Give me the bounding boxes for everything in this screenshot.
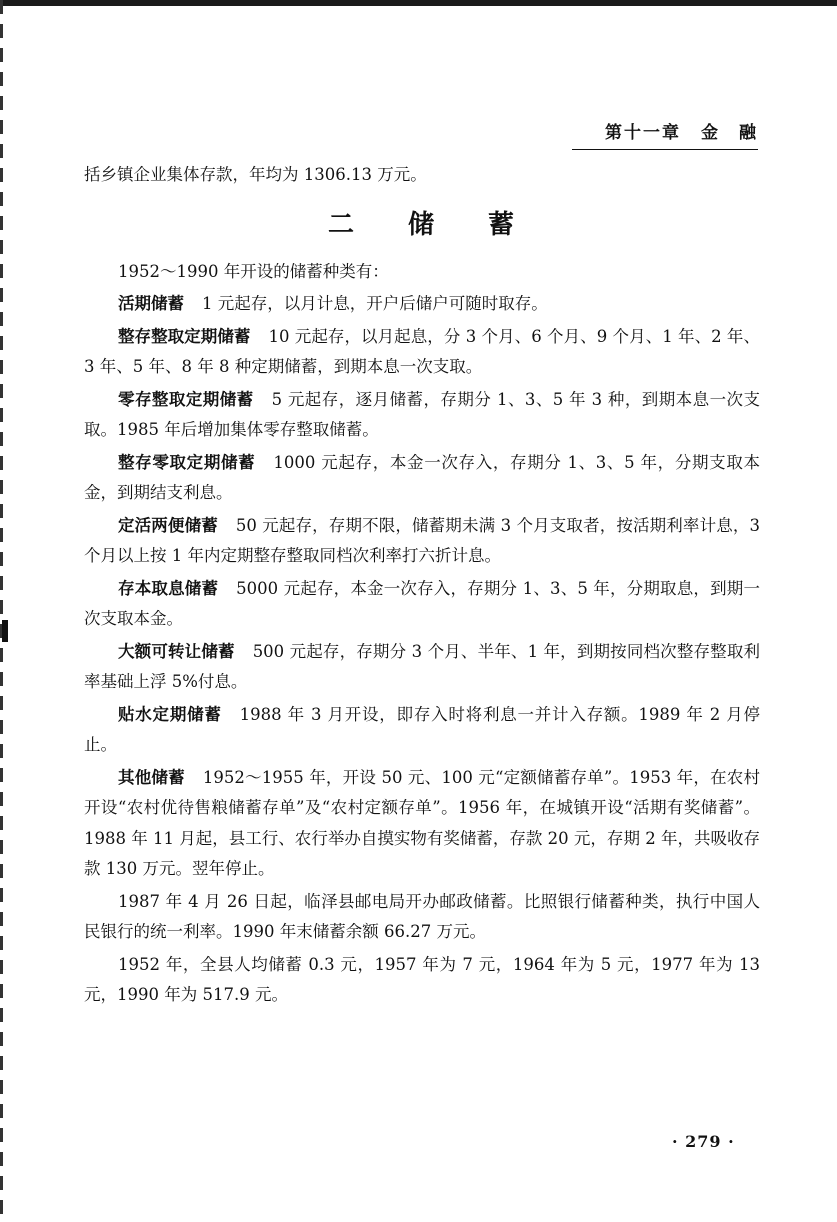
item-text: 50 元起存，存期不限，储蓄期未满 3 个月支取者，按活期利率计息，3 个月以上按 1 年内定期整存整取同档次利率打六折计息。 <box>84 515 760 565</box>
page-number: · 279 · <box>672 1132 735 1151</box>
item-text: 5000 元起存，本金一次存入，存期分 1、3、5 年，分期取息，到期一次支取本金。 <box>84 578 760 628</box>
item-term: 贴水定期储蓄 <box>118 704 222 724</box>
closing-paragraph: 1952 年，全县人均储蓄 0.3 元，1957 年为 7 元，1964 年为 5 元，1977 年为 13 元，1990 年为 517.9 元。 <box>84 954 760 1004</box>
item-text: 500 元起存，存期分 3 个月、半年、1 年，到期按同档次整存整取利率基础上浮 5%付息。 <box>84 641 761 691</box>
section-title <box>84 205 760 245</box>
section-number: 二 <box>327 209 356 240</box>
list-item <box>84 511 760 572</box>
scan-border-left <box>0 0 3 1222</box>
intro-line: 括乡镇企业集体存款，年均为 1306.13 万元。 <box>84 165 427 184</box>
item-term: 大额可转让储蓄 <box>118 641 235 661</box>
scan-mark <box>2 620 8 642</box>
item-term: 零存整取定期储蓄 <box>118 389 254 409</box>
running-head <box>572 118 758 150</box>
closing-paragraph: 1987 年 4 月 26 日起，临泽县邮电局开办邮政储蓄。比照银行储蓄种类，执行中国人民银行的统一利率。1990 年末储蓄余额 66.27 万元。 <box>84 891 760 941</box>
list-item <box>84 574 760 635</box>
item-text: 1988 年 3 月开设，即存入时将利息一并计入存额。1989 年 2 月停止。 <box>84 704 761 754</box>
section-title-char-2: 蓄 <box>488 209 517 240</box>
item-term: 整存整取定期储蓄 <box>118 326 251 346</box>
list-item <box>84 322 760 383</box>
item-term: 整存零取定期储蓄 <box>118 452 256 472</box>
page-body <box>84 160 760 1013</box>
item-text: 5 元起存，逐月储蓄，存期分 1、3、5 年 3 种，到期本息一次支取。1985 年后增加集体零存整取储蓄。 <box>84 389 760 439</box>
item-term: 活期储蓄 <box>118 294 184 313</box>
chapter-label: 第十一章 <box>605 123 681 143</box>
item-term: 定活两便储蓄 <box>118 515 218 535</box>
list-item <box>84 637 760 698</box>
scan-border-top <box>0 0 837 6</box>
chapter-topic: 金 融 <box>701 123 758 143</box>
list-item <box>84 385 760 446</box>
list-item <box>84 448 760 509</box>
item-term: 存本取息储蓄 <box>118 578 219 598</box>
item-text: 1952～1955 年，开设 50 元、100 元“定额储蓄存单”。1953 年，在农村开设“农村优待售粮储蓄存单”及“农村定额存单”。1956 年，在城镇开设“活期有奖储蓄”。1988 年 11 月起，县工行、农行举办自摸实物有奖储蓄，存款 20 元，存期 2 年，共吸收存款 130 万元。翌年停止。 <box>84 767 761 878</box>
list-item <box>84 763 760 885</box>
list-item <box>84 289 760 320</box>
item-text: 10 元起存，以月起息，分 3 个月、6 个月、9 个月、1 年、2 年、3 年、5 年、8 年 8 种定期储蓄，到期本息一次支取。 <box>84 326 760 376</box>
list-item <box>84 700 760 761</box>
opening-line: 1952～1990 年开设的储蓄种类有： <box>118 261 389 281</box>
item-term: 其他储蓄 <box>118 767 185 787</box>
item-text: 1 元起存，以月计息，开户后储户可随时取存。 <box>202 294 548 313</box>
item-text: 1000 元起存，本金一次存入，存期分 1、3、5 年，分期支取本金，到期结支利息。 <box>84 452 760 502</box>
section-title-char-1: 储 <box>407 209 436 240</box>
